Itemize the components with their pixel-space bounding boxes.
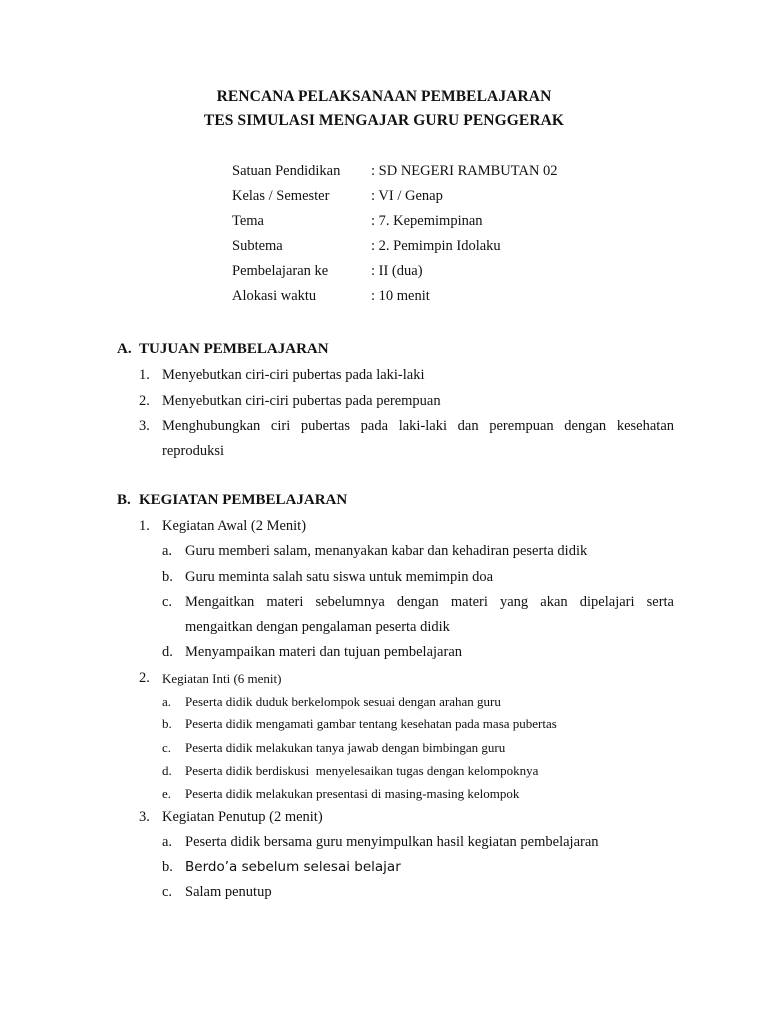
activity-title: Kegiatan Penutup (2 menit) bbox=[162, 809, 323, 825]
list-number: 2. bbox=[139, 393, 150, 409]
step-letter: b. bbox=[162, 716, 172, 731]
identity-label: Subtema bbox=[232, 238, 283, 254]
step-item: Peserta didik melakukan tanya jawab dengan bimbingan guru bbox=[185, 740, 506, 755]
step-item: Mengaitkan materi sebelumnya dengan materi yang akan dipelajari serta bbox=[185, 594, 674, 610]
objective-item-continuation: reproduksi bbox=[162, 443, 225, 459]
identity-value: : 2. Pemimpin Idolaku bbox=[371, 238, 501, 254]
identity-value: : 10 menit bbox=[371, 288, 430, 304]
objective-item: Menyebutkan ciri-ciri pubertas pada perempuan bbox=[162, 393, 441, 409]
list-number: 2. bbox=[139, 670, 150, 686]
step-letter: d. bbox=[162, 763, 172, 778]
list-number: 1. bbox=[139, 518, 150, 534]
step-letter: b. bbox=[162, 859, 173, 875]
step-letter: c. bbox=[162, 884, 173, 900]
identity-label: Kelas / Semester bbox=[232, 188, 330, 204]
identity-value: : 7. Kepemimpinan bbox=[371, 213, 483, 229]
step-item-continuation: mengaitkan dengan pengalaman peserta didik bbox=[185, 619, 450, 635]
step-item: Peserta didik mengamati gambar tentang kesehatan pada masa pubertas bbox=[185, 716, 557, 731]
document-title: RENCANA PELAKSANAAN PEMBELAJARAN bbox=[216, 88, 552, 105]
step-item: Menyampaikan materi dan tujuan pembelajaran bbox=[185, 644, 463, 660]
activity-title: Kegiatan Awal (2 Menit) bbox=[162, 518, 307, 534]
section-letter: A. bbox=[117, 341, 132, 357]
activity-title: Kegiatan Inti (6 menit) bbox=[162, 671, 282, 686]
identity-value: : VI / Genap bbox=[371, 188, 443, 204]
step-letter: d. bbox=[162, 644, 173, 660]
document-subtitle: TES SIMULASI MENGAJAR GURU PENGGERAK bbox=[203, 112, 565, 129]
step-item: Peserta didik melakukan presentasi di masing-masing kelompok bbox=[185, 786, 520, 801]
step-item: Peserta didik berdiskusi menyelesaikan tugas dengan kelompoknya bbox=[185, 763, 539, 778]
identity-value: : SD NEGERI RAMBUTAN 02 bbox=[371, 163, 558, 179]
step-letter: a. bbox=[162, 834, 173, 850]
step-item: Guru memberi salam, menanyakan kabar dan kehadiran peserta didik bbox=[185, 543, 588, 559]
step-item: Berdo’a sebelum selesai belajar bbox=[185, 859, 401, 875]
section-a-heading bbox=[117, 341, 329, 358]
step-item: Salam penutup bbox=[185, 884, 272, 900]
identity-label: Satuan Pendidikan bbox=[232, 163, 341, 179]
step-letter: b. bbox=[162, 569, 173, 585]
step-letter: a. bbox=[162, 694, 172, 709]
objective-item: Menghubungkan ciri pubertas pada laki-laki dan perempuan dengan kesehatan bbox=[162, 418, 674, 434]
section-title: TUJUAN PEMBELAJARAN bbox=[139, 341, 329, 357]
step-item: Peserta didik duduk berkelompok sesuai dengan arahan guru bbox=[185, 694, 501, 709]
list-number: 1. bbox=[139, 367, 150, 383]
step-letter: c. bbox=[162, 594, 173, 610]
identity-value: : II (dua) bbox=[371, 263, 423, 279]
step-letter: a. bbox=[162, 543, 173, 559]
step-item: Guru meminta salah satu siswa untuk memimpin doa bbox=[185, 569, 494, 585]
section-title: KEGIATAN PEMBELAJARAN bbox=[139, 492, 348, 508]
objective-item: Menyebutkan ciri-ciri pubertas pada laki-laki bbox=[162, 367, 425, 383]
section-letter: B. bbox=[117, 492, 131, 508]
identity-label: Tema bbox=[232, 213, 264, 229]
step-letter: c. bbox=[162, 740, 172, 755]
identity-label: Alokasi waktu bbox=[232, 288, 317, 304]
section-b-heading bbox=[117, 492, 347, 509]
list-number: 3. bbox=[139, 418, 150, 434]
step-item: Peserta didik bersama guru menyimpulkan hasil kegiatan pembelajaran bbox=[185, 834, 599, 850]
list-number: 3. bbox=[139, 809, 150, 825]
identity-label: Pembelajaran ke bbox=[232, 263, 329, 279]
step-letter: e. bbox=[162, 786, 172, 801]
